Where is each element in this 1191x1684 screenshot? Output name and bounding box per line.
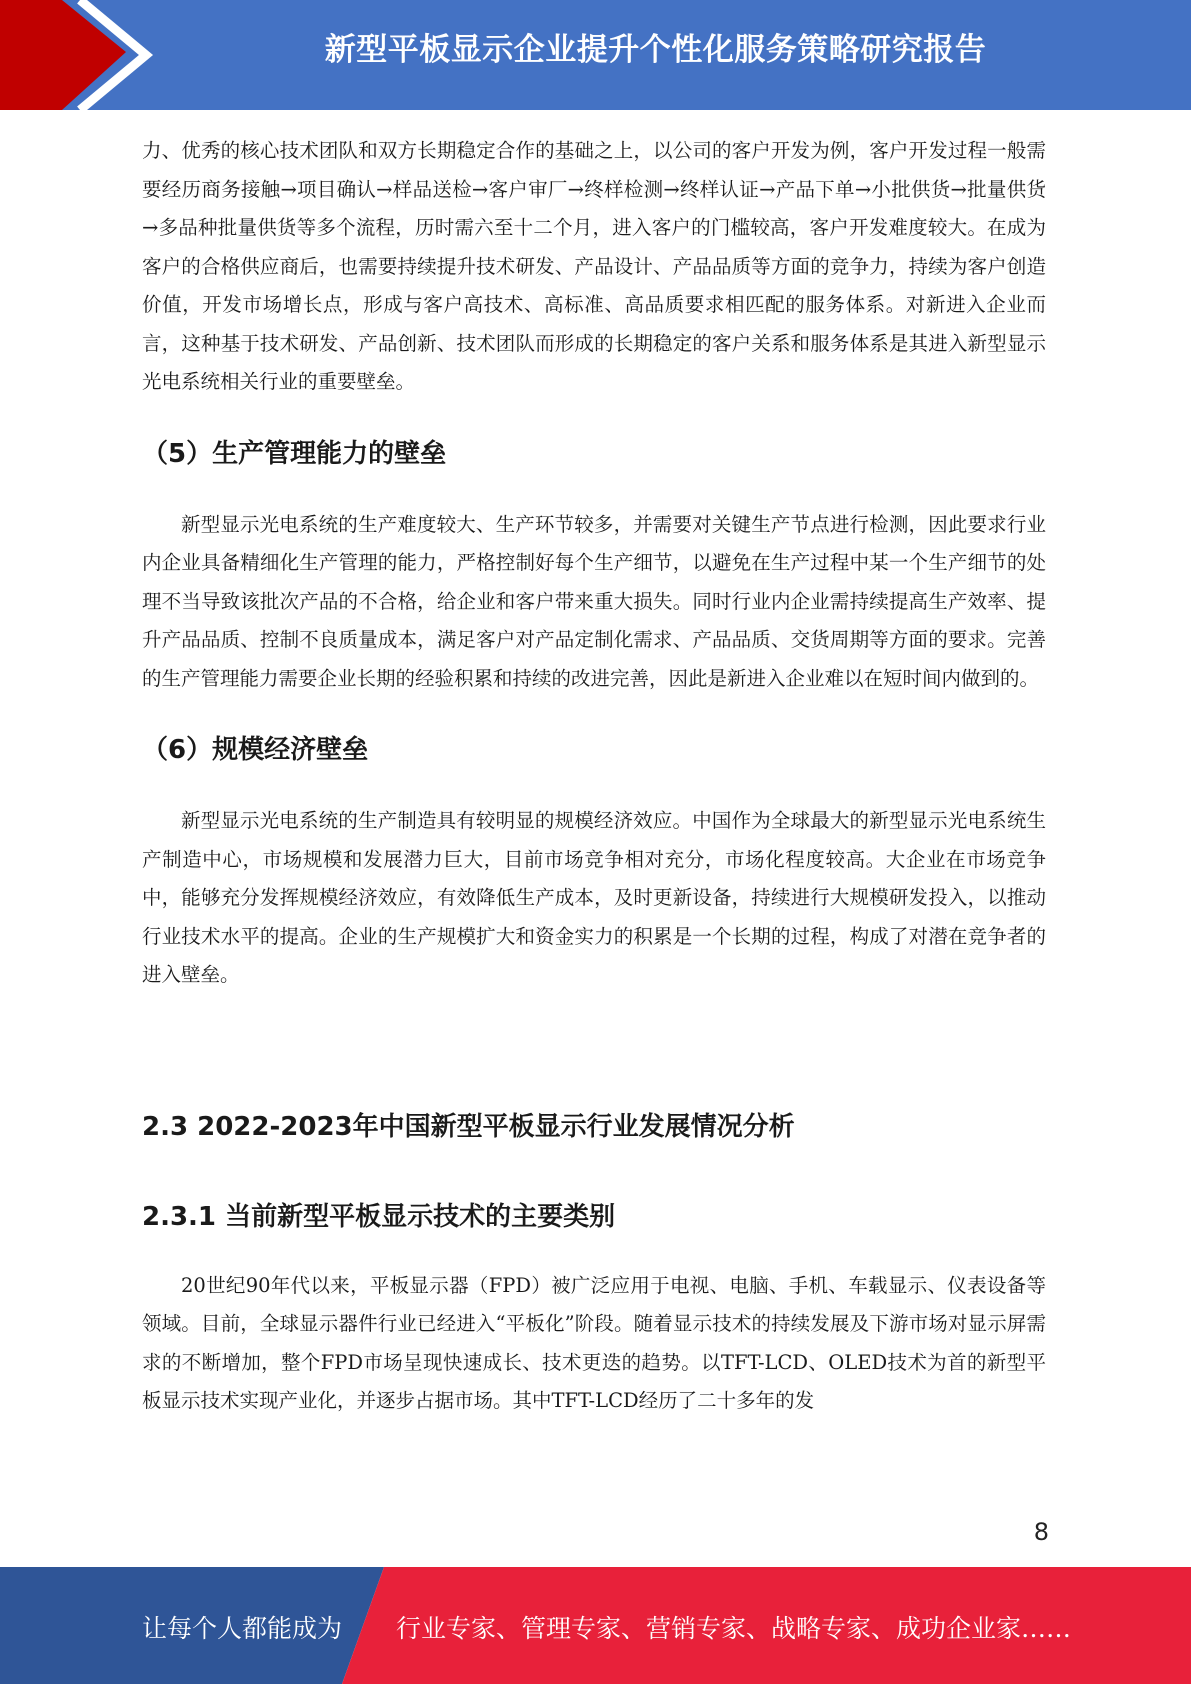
heading-scale-economy-barrier: （6）规模经济壁垒 bbox=[142, 735, 369, 765]
paragraph-fpd-technology: 20世纪90年代以来，平板显示器（FPD）被广泛应用于电视、电脑、手机、车载显示、仪表设备等领域。目前，全球显示器件行业已经进入“平板化”阶段。随着显示技术的持续发展及下游市场对显示屏需求的不断增加，整个FPD市场呈现快速成长、技术更迭的趋势。以TFT-LCD、OLED技术为首的新型平板显示技术实现产业化，并逐步占据市场。其中TFT-LCD经历了二十多年的发 bbox=[142, 1273, 1046, 1412]
report-title: 新型平板显示企业提升个性化服务策略研究报告 bbox=[324, 32, 987, 68]
paragraph-scale-economy: 新型显示光电系统的生产制造具有较明显的规模经济效应。中国作为全球最大的新型显示光电系统生产制造中心，市场规模和发展潜力巨大，目前市场竞争相对充分，市场化程度较高。大企业在市场竞争中，能够充分发挥规模经济效应，有效降低生产成本，及时更新设备，持续进行大规模研发投入，以推动行业技术水平的提高。企业的生产规模扩大和资金实力的积累是一个长期的过程，构成了对潜在竞争者的进入壁垒。 bbox=[142, 809, 1046, 986]
section-heading-2-3: 2.3 2022-2023年中国新型平板显示行业发展情况分析 bbox=[142, 1111, 795, 1142]
paragraph-production-management: 新型显示光电系统的生产难度较大、生产环节较多，并需要对关键生产节点进行检测，因此要求行业内企业具备精细化生产管理的能力，严格控制好每个生产细节，以避免在生产过程中某一个生产细节的处理不当导致该批次产品的不合格，给企业和客户带来重大损失。同时行业内企业需持续提高生产效率、提升产品品质、控制不良质量成本，满足客户对产品定制化需求、产品品质、交货周期等方面的要求。完善的生产管理能力需要企业长期的经验积累和持续的改进完善，因此是新进入企业难以在短时间内做到的。 bbox=[142, 512, 1046, 690]
page-footer-band bbox=[0, 1567, 1191, 1684]
page-body bbox=[142, 132, 1046, 1421]
footer-slogan-right: 行业专家、管理专家、营销专家、战略专家、成功企业家…… bbox=[396, 1614, 1072, 1643]
page-number: 8 bbox=[1033, 1518, 1049, 1546]
footer-slogan-left: 让每个人都能成为 bbox=[142, 1614, 343, 1643]
continued-paragraph: 力、优秀的核心技术团队和双方长期稳定合作的基础之上，以公司的客户开发为例，客户开发过程一般需要经历商务接触→项目确认→样品送检→客户审厂→终样检测→终样认证→产品下单→小批供货→批量供货→多品种批量供货等多个流程，历时需六至十二个月，进入客户的门槛较高，客户开发难度较大。在成为客户的合格供应商后，也需要持续提升技术研发、产品设计、产品品质等方面的竞争力，持续为客户创造价值，开发市场增长点，形成与客户高技术、高标准、高品质要求相匹配的服务体系。对新进入企业而言，这种基于技术研发、产品创新、技术团队而形成的长期稳定的客户关系和服务体系是其进入新型显示光电系统相关行业的重要壁垒。 bbox=[142, 139, 1046, 393]
page-header-band bbox=[0, 0, 1191, 110]
heading-production-management-barrier: （5）生产管理能力的壁垒 bbox=[142, 438, 447, 469]
section-heading-2-3-1: 2.3.1 当前新型平板显示技术的主要类别 bbox=[142, 1201, 616, 1232]
